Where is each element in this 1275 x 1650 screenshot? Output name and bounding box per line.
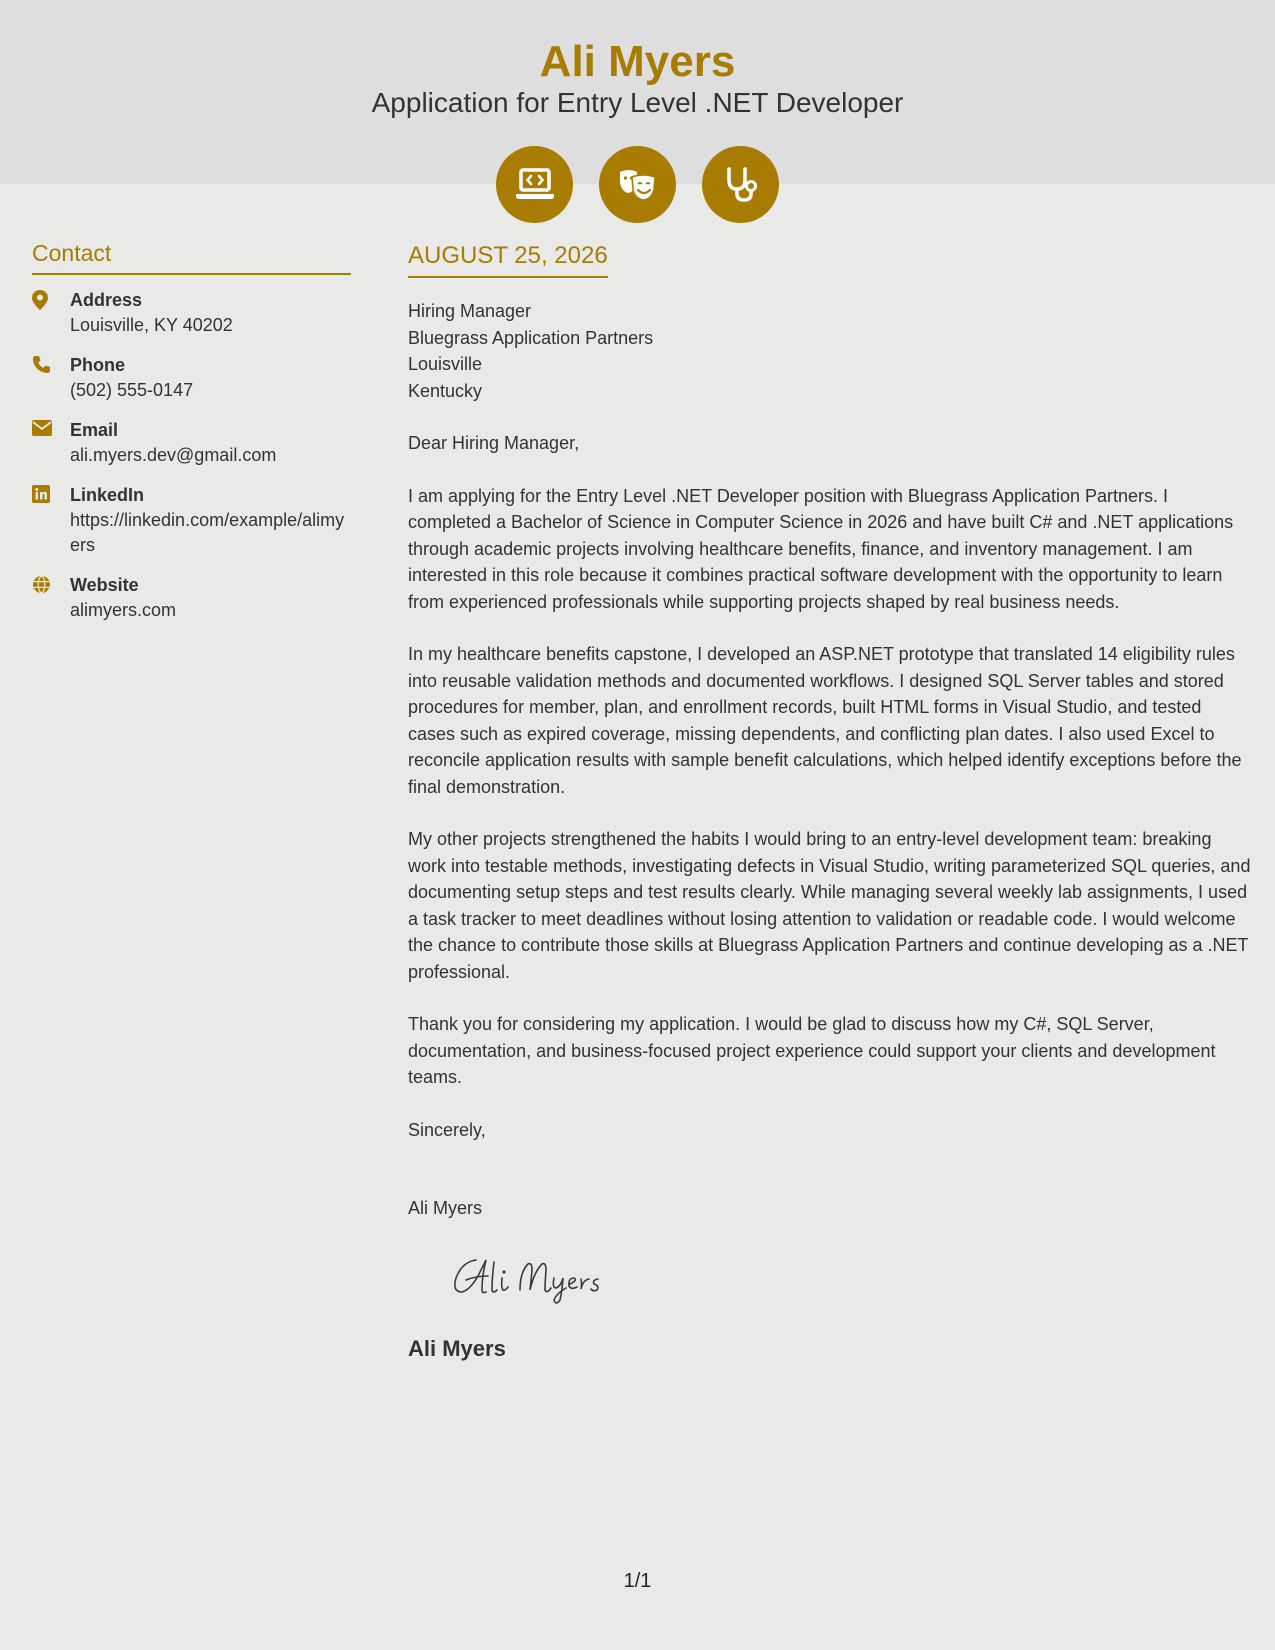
typed-name: Ali Myers [408,1198,483,1218]
signer-name: Ali Myers [408,1335,506,1361]
recipient-line: Louisville [408,354,483,374]
contact-value: (502) 555-0147 [70,380,194,400]
application-subtitle: Application for Entry Level .NET Developer [371,87,904,118]
contact-linkedin [32,482,351,558]
closing: Sincerely, [408,1119,486,1140]
page-number: 1/1 [623,1570,652,1592]
contact-label: Email [70,420,119,440]
linkedin-icon [32,482,70,558]
laptop-code-icon [496,146,573,223]
contact-label: Website [70,575,139,595]
letter-body [408,240,1253,1364]
salutation: Dear Hiring Manager, [408,433,580,453]
recipient-block [408,298,1253,404]
contact-value[interactable]: https://linkedin.com/example/alimyers [70,510,345,555]
contact-email [32,417,351,468]
phone-icon [32,352,70,403]
contact-label: LinkedIn [70,485,145,505]
contact-value[interactable]: alimyers.com [70,600,177,620]
contact-sidebar [32,238,351,637]
letter-paragraph: In my healthcare benefits capstone, I developed an ASP.NET prototype that translated 14 eligibility rules into reusable validation methods and documented workflows. I designed SQL Server tables and stored procedures for member, plan, and enrollment records, built HTML forms in Visual Studio, and tested cases such as expired coverage, missing dependents, and conflicting plan dates. I also used Excel to reconcile application results with sample benefit calculations, which helped identify exceptions before the final demonstration. [408,644,1242,797]
contact-label: Address [70,290,143,310]
interest-icons [0,146,1275,223]
recipient-line: Bluegrass Application Partners [408,327,654,348]
contact-heading: Contact [32,238,351,275]
letter-paragraph: I am applying for the Entry Level .NET Developer position with Bluegrass Application Partners. I completed a Bachelor of Science in Computer Science in 2026 and have built C# and .NET applications through academic projects involving healthcare benefits, finance, and inventory management. I am interested in this role because it combines practical software development with the opportunity to learn from experienced professionals while supporting projects shaped by real business needs. [408,485,1234,612]
signature-image [448,1250,1253,1306]
contact-value: Louisville, KY 40202 [70,315,233,335]
recipient-line: Hiring Manager [408,301,532,321]
contact-label: Phone [70,355,126,375]
contact-website [32,572,351,623]
applicant-name: Ali Myers [539,37,736,86]
theater-masks-icon [599,146,676,223]
contact-address [32,287,351,338]
letter-paragraph: My other projects strengthened the habits I would bring to an entry-level development team: breaking work into testable methods, investigating defects in Visual Studio, writing parameterized SQL queries, and documenting setup steps and test results clearly. While managing several weekly lab assignments, I used a task tracker to meet deadlines without losing attention to validation or readable code. I would welcome the chance to contribute those skills at Bluegrass Application Partners and continue developing as a .NET professional. [408,829,1251,982]
envelope-icon [32,417,70,468]
contact-value[interactable]: ali.myers.dev@gmail.com [70,445,277,465]
contact-list [32,287,351,623]
stethoscope-icon [702,146,779,223]
letter-paragraph: Thank you for considering my application. I would be glad to discuss how my C#, SQL Server, documentation, and business-focused project experience could support your clients and development teams. [408,1014,1216,1087]
recipient-line: Kentucky [408,380,483,401]
letter-date: AUGUST 25, 2026 [408,240,608,278]
globe-icon [32,572,70,623]
contact-phone [32,352,351,403]
map-pin-icon [32,287,70,338]
